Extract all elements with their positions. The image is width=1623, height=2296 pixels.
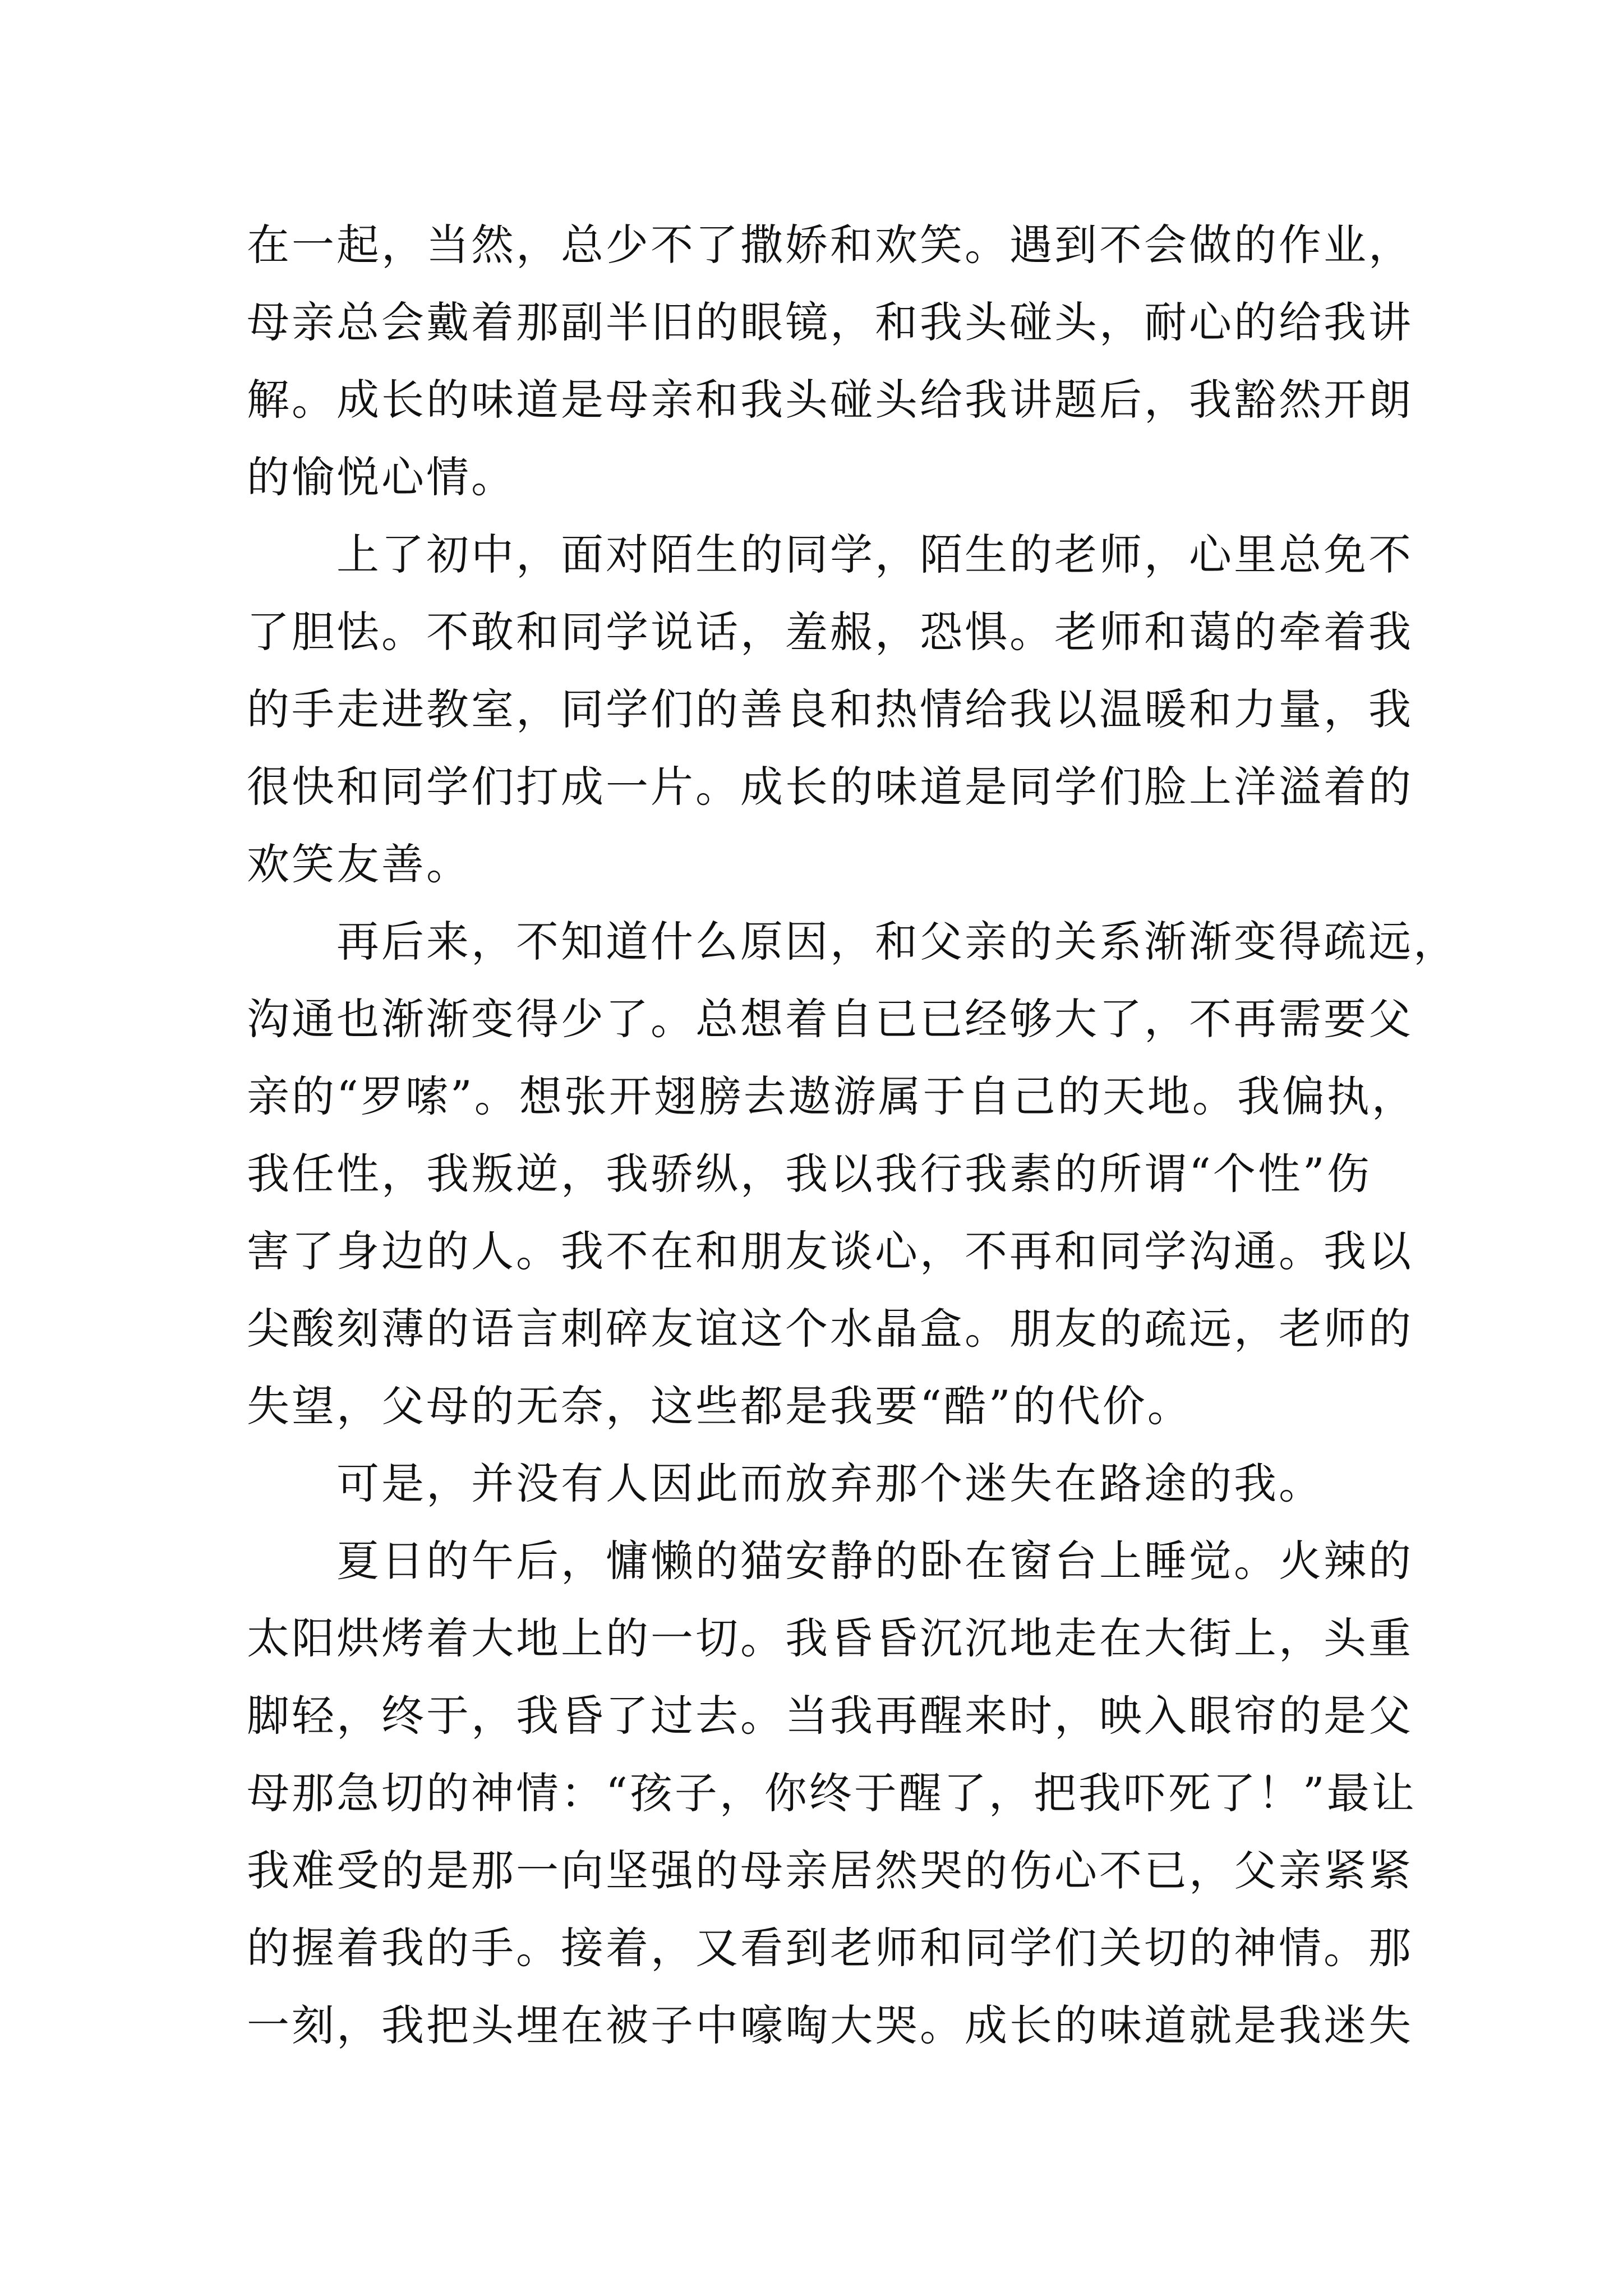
text-line: 了胆怯。不敢和同学说话，羞赧，恐惧。老师和蔼的牵着我: [247, 607, 1413, 657]
text-line: 在一起，当然，总少不了撒娇和欢笑。遇到不会做的作业，: [247, 220, 1413, 270]
text-line: 尖酸刻薄的语言刺碎友谊这个水晶盒。朋友的疏远，老师的: [247, 1304, 1413, 1354]
text-line: 的手走进教室，同学们的善良和热情给我以温暖和力量，我: [247, 684, 1413, 734]
paragraph-start-line: 上了初中，面对陌生的同学，陌生的老师，心里总免不: [336, 530, 1413, 579]
text-line: 一刻，我把头埋在被子中嚎啕大哭。成长的味道就是我迷失: [247, 2000, 1413, 2050]
text-line: 失望，父母的无奈，这些都是我要“酷”的代价。: [247, 1381, 1192, 1431]
text-line: 亲的“罗嗦”。想张开翅膀去遨游属于自己的天地。我偏执，: [247, 1071, 1417, 1121]
text-line: 我任性，我叛逆，我骄纵，我以我行我素的所谓“个性”伤: [247, 1149, 1372, 1199]
text-line: 母亲总会戴着那副半旧的眼镜，和我头碰头，耐心的给我讲: [247, 297, 1413, 347]
text-line: 母那急切的神情：“孩子，你终于醒了，把我吓死了！”最让: [247, 1768, 1417, 1818]
essay-body: [247, 206, 1458, 2064]
paragraph-start-line: 夏日的午后，慵懒的猫安静的卧在窗台上睡觉。火辣的: [336, 1536, 1413, 1586]
text-line: 解。成长的味道是母亲和我头碰头给我讲题后，我豁然开朗: [247, 375, 1413, 425]
text-line: 太阳烘烤着大地上的一切。我昏昏沉沉地走在大街上，头重: [247, 1613, 1413, 1663]
text-line: 沟通也渐渐变得少了。总想着自已已经够大了，不再需要父: [247, 994, 1413, 1044]
text-line: 的握着我的手。接着，又看到老师和同学们关切的神情。那: [247, 1923, 1413, 1973]
text-line: 我难受的是那一向坚强的母亲居然哭的伤心不已，父亲紧紧: [247, 1846, 1413, 1895]
text-line: 脚轻，终于，我昏了过去。当我再醒来时，映入眼帘的是父: [247, 1691, 1413, 1741]
paragraph-start-line: 再后来，不知道什么原因，和父亲的关系渐渐变得疏远，: [336, 917, 1458, 967]
paragraph-start-line: 可是，并没有人因此而放弃那个迷失在路途的我。: [336, 1458, 1324, 1508]
text-line: 欢笑友善。: [247, 839, 471, 889]
text-line: 害了身边的人。我不在和朋友谈心，不再和同学沟通。我以: [247, 1226, 1413, 1276]
text-line: 很快和同学们打成一片。成长的味道是同学们脸上洋溢着的: [247, 762, 1413, 812]
text-line: 的愉悦心情。: [247, 452, 516, 502]
